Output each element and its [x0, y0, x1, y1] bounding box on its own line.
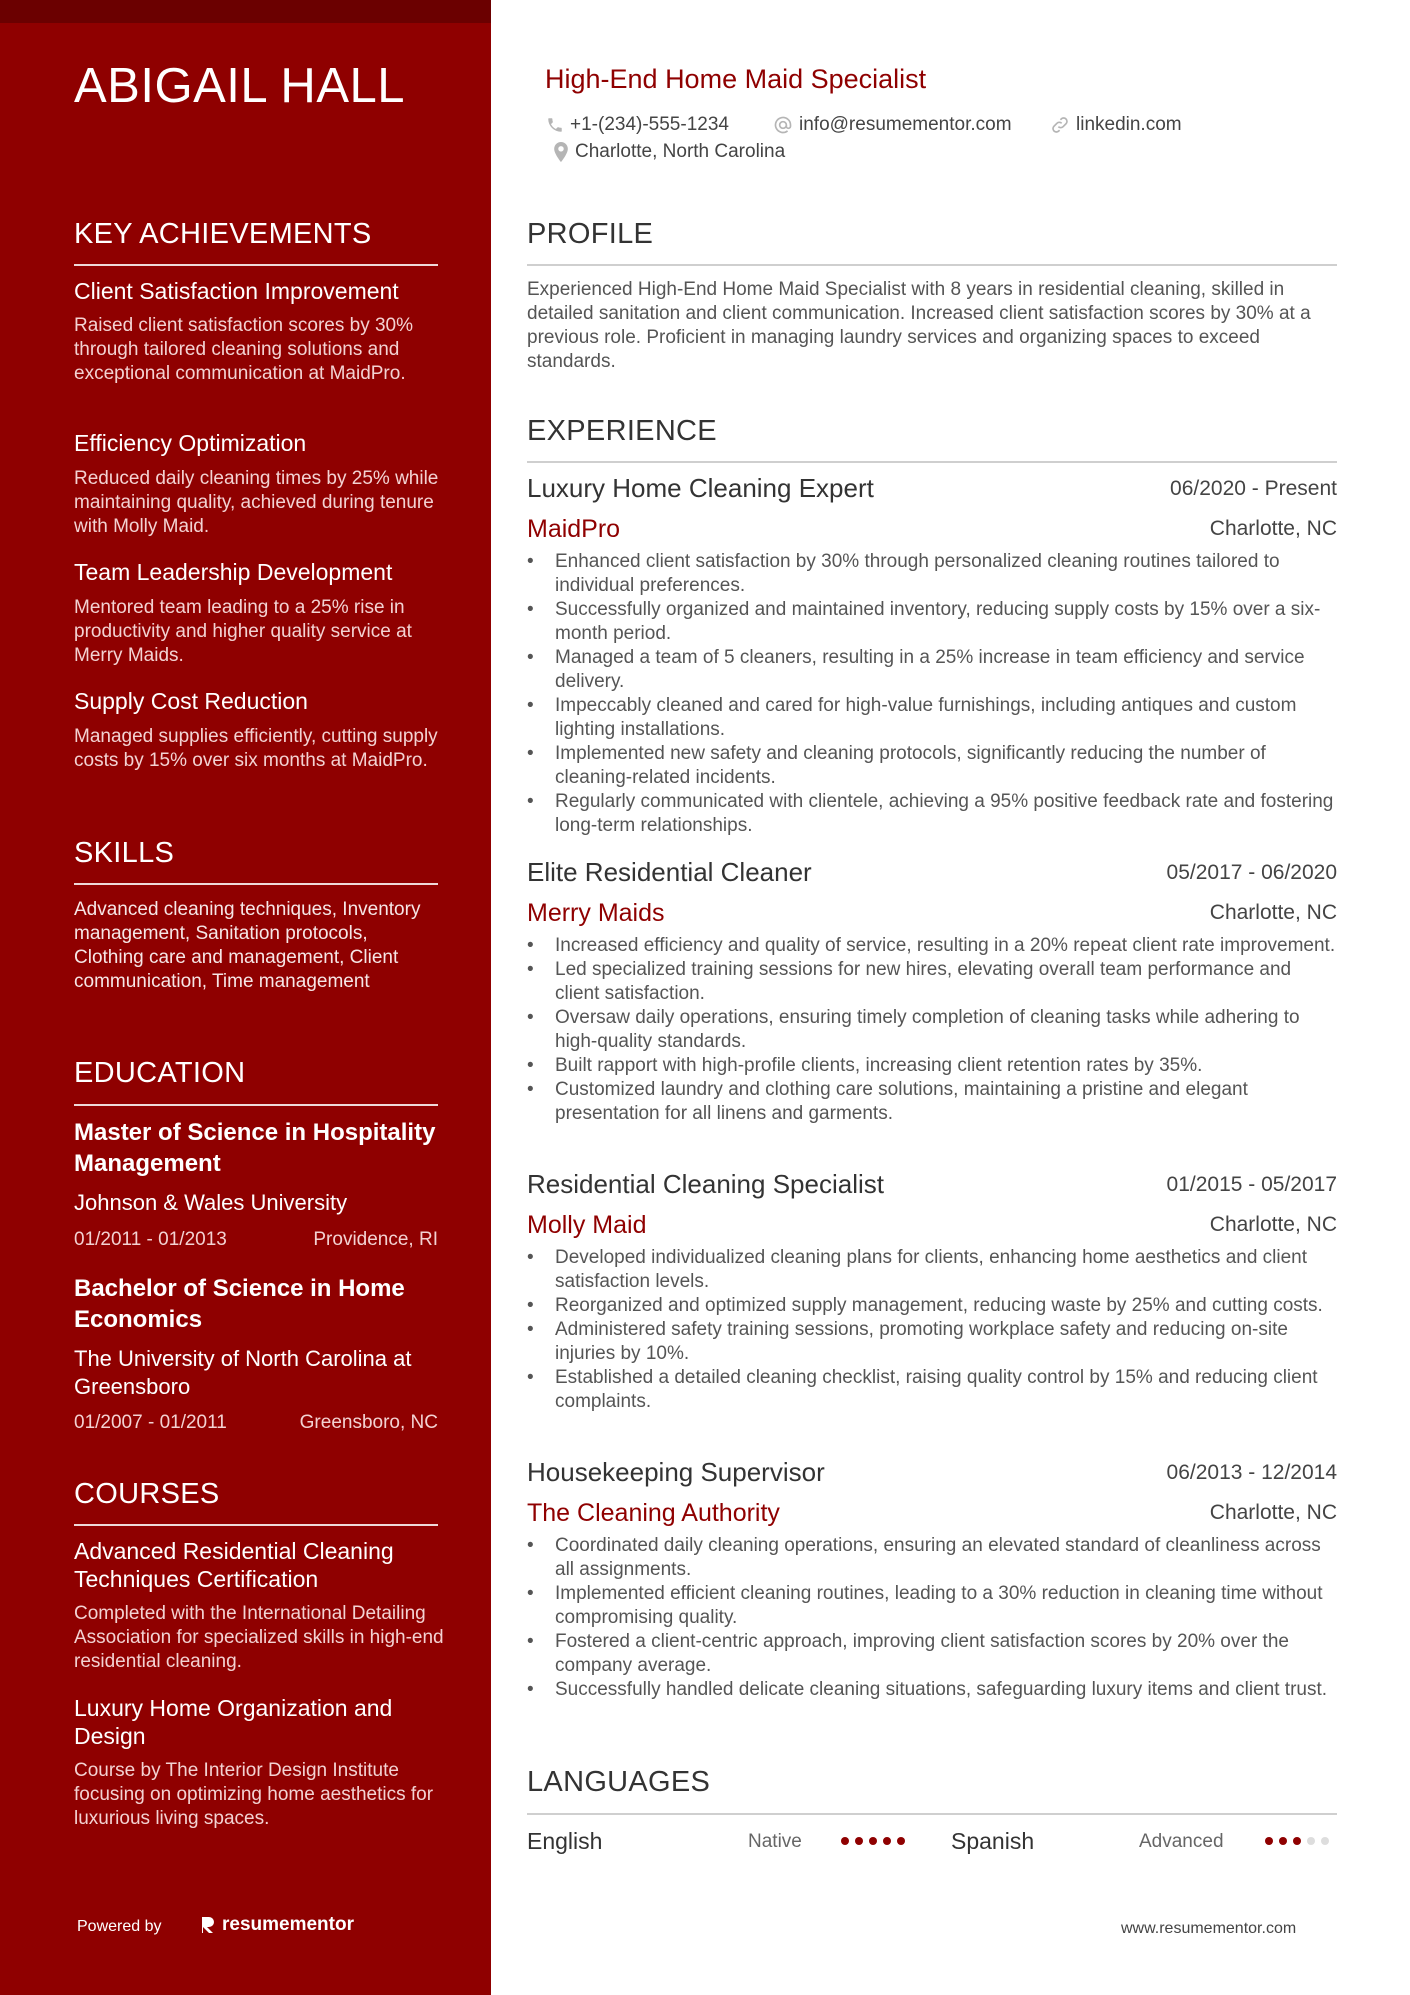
- sidebar-top-band: [0, 0, 491, 23]
- rating-dot-empty: [1321, 1837, 1329, 1845]
- list-item: • Implemented efficient cleaning routines, leading to a 30% reduction in cleaning time without compromising quality.: [527, 1582, 1337, 1630]
- contact-linkedin[interactable]: [1050, 114, 1182, 136]
- job-location: Charlotte, NC: [1209, 901, 1337, 924]
- languages-heading: LANGUAGES: [527, 1766, 711, 1798]
- courses-divider: [74, 1524, 438, 1526]
- education-degree: Master of Science in Hospitality Management: [74, 1119, 436, 1177]
- job-company: The Cleaning Authority: [527, 1499, 780, 1527]
- achievements-divider: [74, 264, 438, 266]
- course-desc: Completed with the International Detailing Association for specialized skills in high-end residential cleaning.: [74, 1603, 444, 1672]
- sidebar: [0, 0, 491, 1995]
- list-item: • Reorganized and optimized supply management, reducing waste by 25% and cutting costs.: [527, 1294, 1337, 1318]
- job-location: Charlotte, NC: [1209, 1501, 1337, 1524]
- list-item: • Fostered a client-centric approach, improving client satisfaction scores by 20% over the company average.: [527, 1630, 1337, 1678]
- education-heading: EDUCATION: [74, 1057, 246, 1089]
- list-item: • Regularly communicated with clientele, achieving a 95% positive feedback rate and fostering long-term relationships.: [527, 790, 1337, 838]
- job-title: Luxury Home Cleaning Expert: [527, 473, 874, 503]
- job-dates: 01/2015 - 05/2017: [1166, 1173, 1337, 1196]
- rating-dot-filled: [897, 1837, 905, 1845]
- contact-location: [553, 141, 785, 163]
- location-pin-icon: [553, 142, 569, 162]
- powered-by-label: Powered by: [77, 1918, 162, 1935]
- experience-heading: EXPERIENCE: [527, 415, 717, 447]
- education-location: Greensboro, NC: [299, 1412, 438, 1433]
- skills-divider: [74, 883, 438, 885]
- language-name: Spanish: [951, 1828, 1035, 1854]
- footer-url[interactable]: www.resumementor.com: [1121, 1920, 1297, 1937]
- list-item: • Enhanced client satisfaction by 30% through personalized cleaning routines tailored to individual preferences.: [527, 550, 1337, 598]
- languages-divider: [527, 1813, 1337, 1815]
- rating-dot-empty: [1307, 1837, 1315, 1845]
- language-level: Advanced: [1139, 1831, 1224, 1852]
- link-icon: [1050, 115, 1070, 135]
- linkedin-text: linkedin.com: [1076, 114, 1182, 135]
- achievement-desc: Reduced daily cleaning times by 25% while maintaining quality, achieved during tenure with Molly Maid.: [74, 468, 439, 537]
- achievement-title: Supply Cost Reduction: [74, 688, 308, 714]
- education-school: The University of North Carolina at Greensboro: [74, 1346, 412, 1399]
- education-location: Providence, RI: [313, 1229, 438, 1250]
- job-company: Merry Maids: [527, 899, 665, 927]
- job-bullets: [527, 1246, 1337, 1414]
- rating-dot-filled: [1279, 1837, 1287, 1845]
- skills-heading: SKILLS: [74, 837, 175, 869]
- job-location: Charlotte, NC: [1209, 1213, 1337, 1236]
- list-item: • Implemented new safety and cleaning protocols, significantly reducing the number of cleaning-related incidents.: [527, 742, 1337, 790]
- achievement-desc: Raised client satisfaction scores by 30% through tailored cleaning solutions and exceptional communication at MaidPro.: [74, 315, 413, 384]
- rating-dot-filled: [1265, 1837, 1273, 1845]
- brand-name: resumementor: [222, 1914, 354, 1935]
- list-item: • Successfully organized and maintained inventory, reducing supply costs by 15% over a six-month period.: [527, 598, 1337, 646]
- rating-dot-filled: [1293, 1837, 1301, 1845]
- language-rating: [1265, 1837, 1329, 1845]
- job-company: Molly Maid: [527, 1211, 647, 1239]
- job-headline: High-End Home Maid Specialist: [545, 64, 927, 94]
- job-dates: 05/2017 - 06/2020: [1166, 861, 1337, 884]
- education-school: Johnson & Wales University: [74, 1190, 348, 1215]
- at-icon: [773, 115, 793, 135]
- job-bullets: [527, 934, 1337, 1126]
- job-dates: 06/2020 - Present: [1170, 477, 1337, 500]
- achievement-title: Team Leadership Development: [74, 559, 393, 585]
- list-item: • Established a detailed cleaning checklist, raising quality control by 15% and reducing client complaints.: [527, 1366, 1337, 1414]
- education-divider: [74, 1104, 438, 1106]
- achievement-title: Efficiency Optimization: [74, 430, 307, 456]
- list-item: • Customized laundry and clothing care solutions, maintaining a pristine and elegant presentation for all linens and garments.: [527, 1078, 1337, 1126]
- contact-email[interactable]: [773, 114, 1012, 136]
- achievement-desc: Managed supplies efficiently, cutting supply costs by 15% over six months at MaidPro.: [74, 726, 438, 771]
- list-item: • Built rapport with high-profile clients, increasing client retention rates by 35%.: [527, 1054, 1337, 1078]
- language-level: Native: [748, 1831, 802, 1852]
- education-dates: 01/2007 - 01/2011: [74, 1412, 227, 1433]
- list-item: • Developed individualized cleaning plans for clients, enhancing home aesthetics and client satisfaction levels.: [527, 1246, 1337, 1294]
- achievement-title: Client Satisfaction Improvement: [74, 278, 399, 304]
- list-item: • Successfully handled delicate cleaning situations, safeguarding luxury items and client trust.: [527, 1678, 1337, 1702]
- course-desc: Course by The Interior Design Institute focusing on optimizing home aesthetics for luxurious living spaces.: [74, 1760, 434, 1829]
- list-item: • Increased efficiency and quality of service, resulting in a 20% repeat client rate improvement.: [527, 934, 1337, 958]
- email-text: info@resumementor.com: [799, 114, 1012, 135]
- education-dates: 01/2011 - 01/2013: [74, 1229, 227, 1250]
- job-location: Charlotte, NC: [1209, 517, 1337, 540]
- profile-divider: [527, 264, 1337, 266]
- course-title: Advanced Residential Cleaning Techniques Certification: [74, 1538, 394, 1592]
- phone-icon: [546, 116, 564, 134]
- rating-dot-filled: [869, 1837, 877, 1845]
- phone-text: +1-(234)-555-1234: [570, 114, 729, 135]
- list-item: • Oversaw daily operations, ensuring timely completion of cleaning tasks while adhering to high-quality standards.: [527, 1006, 1337, 1054]
- list-item: • Led specialized training sessions for new hires, elevating overall team performance and client satisfaction.: [527, 958, 1337, 1006]
- experience-divider: [527, 461, 1337, 463]
- rating-dot-filled: [883, 1837, 891, 1845]
- job-bullets: [527, 1534, 1337, 1702]
- list-item: • Coordinated daily cleaning operations, ensuring an elevated standard of cleanliness across all assignments.: [527, 1534, 1337, 1582]
- course-title: Luxury Home Organization and Design: [74, 1695, 393, 1749]
- job-company: MaidPro: [527, 515, 621, 543]
- job-title: Residential Cleaning Specialist: [527, 1169, 884, 1199]
- language-rating: [841, 1837, 905, 1845]
- achievements-heading: KEY ACHIEVEMENTS: [74, 218, 372, 250]
- job-title: Housekeeping Supervisor: [527, 1457, 825, 1487]
- list-item: • Impeccably cleaned and cared for high-value furnishings, including antiques and custom lighting installations.: [527, 694, 1337, 742]
- achievement-desc: Mentored team leading to a 25% rise in productivity and higher quality service at Merry Maids.: [74, 597, 412, 666]
- job-dates: 06/2013 - 12/2014: [1166, 1461, 1337, 1484]
- job-bullets: [527, 550, 1337, 838]
- courses-heading: COURSES: [74, 1478, 220, 1510]
- profile-summary: Experienced High-End Home Maid Specialist with 8 years in residential cleaning, skilled in detailed sanitation and client communication. Increased client satisfaction scores by 30% at a previous role. Proficient in managing laundry services and organizing spaces to exceed standards.: [527, 279, 1311, 372]
- contact-phone[interactable]: [546, 114, 729, 136]
- candidate-name: ABIGAIL HALL: [74, 59, 406, 113]
- resumementor-logo-icon: [200, 1915, 216, 1935]
- list-item: • Administered safety training sessions, promoting workplace safety and reducing on-site injuries by 10%.: [527, 1318, 1337, 1366]
- location-text: Charlotte, North Carolina: [575, 141, 786, 162]
- rating-dot-filled: [841, 1837, 849, 1845]
- rating-dot-filled: [855, 1837, 863, 1845]
- job-title: Elite Residential Cleaner: [527, 857, 812, 887]
- profile-heading: PROFILE: [527, 218, 654, 250]
- skills-list: Advanced cleaning techniques, Inventory management, Sanitation protocols, Clothing care and management, Client communication, Time management: [74, 899, 421, 992]
- list-item: • Managed a team of 5 cleaners, resulting in a 25% increase in team efficiency and service delivery.: [527, 646, 1337, 694]
- resumementor-logo[interactable]: [200, 1914, 354, 1936]
- language-name: English: [527, 1828, 603, 1854]
- education-degree: Bachelor of Science in Home Economics: [74, 1275, 405, 1333]
